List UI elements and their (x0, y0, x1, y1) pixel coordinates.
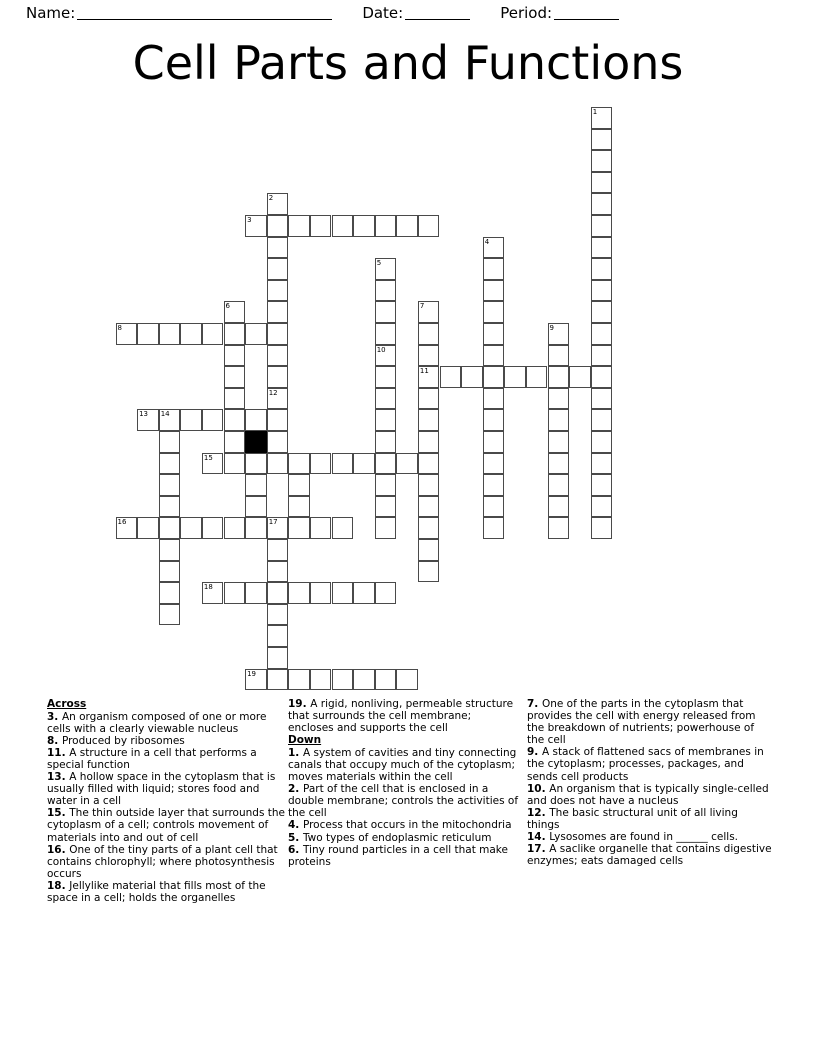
across-clue (288, 698, 520, 734)
name-label: Name: (26, 4, 76, 22)
across-clue-list-part2 (288, 698, 520, 734)
grid-cell[interactable] (202, 323, 224, 345)
grid-cell[interactable] (332, 517, 354, 539)
clue-number: 15. (47, 807, 70, 820)
down-clue (527, 831, 772, 843)
clue-number: 13. (47, 771, 70, 784)
grid-cell[interactable] (591, 215, 613, 237)
clue-number: 10. (527, 782, 550, 795)
grid-cell[interactable] (591, 431, 613, 453)
grid-cell[interactable] (548, 474, 570, 496)
grid-cell[interactable] (267, 193, 289, 215)
grid-cell[interactable] (418, 301, 440, 323)
grid-cell[interactable] (591, 193, 613, 215)
grid-cell[interactable] (159, 474, 181, 496)
clue-number: 7. (527, 698, 542, 710)
clue-number: 18. (47, 879, 70, 892)
across-clue (47, 711, 287, 735)
across-clue-list-part1 (47, 711, 287, 905)
grid-cell-number: 2 (268, 194, 274, 203)
grid-cell[interactable] (375, 366, 397, 388)
grid-cell[interactable] (332, 215, 354, 237)
grid-cell[interactable] (288, 474, 310, 496)
grid-cell[interactable] (375, 409, 397, 431)
grid-cell[interactable] (224, 323, 246, 345)
grid-cell[interactable] (483, 345, 505, 367)
grid-cell[interactable] (375, 496, 397, 518)
grid-cell[interactable] (483, 409, 505, 431)
down-clue (288, 819, 520, 831)
grid-cell[interactable] (224, 431, 246, 453)
grid-cell[interactable] (159, 561, 181, 583)
grid-cell[interactable] (591, 474, 613, 496)
grid-cell[interactable] (267, 431, 289, 453)
down-heading: Down (288, 734, 322, 747)
down-clue-list-part2 (527, 698, 772, 867)
clue-number: 12. (527, 806, 550, 819)
clue-number: 2. (288, 783, 303, 796)
grid-cell-number: 14 (160, 410, 170, 419)
grid-cell[interactable] (548, 388, 570, 410)
grid-cell[interactable] (375, 258, 397, 280)
grid-cell[interactable] (245, 669, 267, 691)
grid-cell[interactable] (353, 453, 375, 475)
grid-cell[interactable] (591, 388, 613, 410)
grid-cell[interactable] (245, 453, 267, 475)
grid-cell[interactable] (483, 388, 505, 410)
grid-cell[interactable] (353, 669, 375, 691)
grid-cell[interactable] (418, 409, 440, 431)
across-clue (47, 844, 287, 880)
grid-cell-number: 12 (268, 388, 278, 397)
grid-cell[interactable] (375, 323, 397, 345)
grid-cell[interactable] (461, 366, 483, 388)
clue-number: 19. (288, 698, 311, 710)
grid-cell-number: 1 (592, 108, 598, 116)
clues-column-3 (527, 698, 772, 867)
grid-cell[interactable] (332, 669, 354, 691)
grid-cell[interactable] (548, 345, 570, 367)
clue-number: 1. (288, 746, 303, 759)
clue-text: The thin outside layer that surrounds the cytoplasm of a cell; controls movement of materials into and out of cell (47, 807, 285, 844)
grid-cell[interactable] (202, 453, 224, 475)
grid-cell[interactable] (267, 582, 289, 604)
grid-cell[interactable] (504, 366, 526, 388)
grid-cell[interactable] (396, 453, 418, 475)
grid-cell[interactable] (180, 409, 202, 431)
grid-cell[interactable] (180, 517, 202, 539)
clue-text: Lysosomes are found in ______ cells. (549, 831, 739, 844)
clue-text: One of the parts in the cytoplasm that provides the cell with energy released from the breakdown of nutrients; powerhouse of the cell (527, 698, 756, 747)
grid-cell[interactable] (591, 237, 613, 259)
grid-cell[interactable] (591, 258, 613, 280)
down-clue (527, 843, 772, 867)
across-clue (47, 880, 287, 904)
clue-number: 17. (527, 843, 550, 856)
down-clue (527, 783, 772, 807)
grid-cell-number: 16 (117, 518, 127, 527)
clue-text: A rigid, nonliving, permeable structure that surrounds the cell membrane; encloses and supports the cell (288, 698, 514, 735)
grid-cell[interactable] (310, 669, 332, 691)
grid-cell[interactable] (375, 280, 397, 302)
name-blank-line[interactable] (77, 4, 332, 20)
grid-cell[interactable] (353, 215, 375, 237)
grid-cell[interactable] (418, 215, 440, 237)
clue-text: Produced by ribosomes (61, 734, 185, 747)
grid-cell[interactable] (591, 172, 613, 194)
grid-cell[interactable] (137, 409, 159, 431)
grid-cell[interactable] (396, 215, 418, 237)
across-clue (47, 735, 287, 747)
grid-cell[interactable] (483, 496, 505, 518)
clue-text: Process that occurs in the mitochondria (302, 819, 512, 832)
grid-cell[interactable] (267, 517, 289, 539)
down-clue (288, 832, 520, 844)
grid-cell[interactable] (267, 258, 289, 280)
grid-cell-number: 5 (376, 259, 382, 268)
grid-cell[interactable] (267, 215, 289, 237)
grid-cell[interactable] (245, 582, 267, 604)
grid-cell[interactable] (591, 150, 613, 172)
clues-column-2 (288, 698, 520, 868)
grid-cell[interactable] (267, 539, 289, 561)
across-heading: Across (47, 698, 87, 710)
grid-cell[interactable] (224, 345, 246, 367)
grid-cell[interactable] (288, 669, 310, 691)
grid-cell[interactable] (591, 345, 613, 367)
grid-cell[interactable] (569, 366, 591, 388)
grid-cell-number: 18 (203, 583, 213, 592)
grid-cell[interactable] (418, 517, 440, 539)
grid-cell[interactable] (245, 517, 267, 539)
clue-number: 8. (47, 734, 62, 747)
grid-cell[interactable] (245, 215, 267, 237)
clue-text: Part of the cell that is enclosed in a double membrane; controls the activities of the cell (288, 783, 519, 820)
grid-cell[interactable] (375, 215, 397, 237)
grid-cell[interactable] (418, 539, 440, 561)
grid-cell[interactable] (483, 323, 505, 345)
grid-cell[interactable] (375, 582, 397, 604)
grid-cell[interactable] (548, 323, 570, 345)
grid-cell[interactable] (267, 388, 289, 410)
grid-cell[interactable] (159, 431, 181, 453)
grid-cell-number: 19 (247, 669, 257, 678)
clues-column-1 (47, 698, 287, 904)
grid-cell[interactable] (418, 561, 440, 583)
grid-cell[interactable] (591, 107, 613, 129)
grid-cell[interactable] (288, 215, 310, 237)
grid-cell[interactable] (375, 453, 397, 475)
grid-cell[interactable] (267, 280, 289, 302)
grid-cell[interactable] (332, 453, 354, 475)
grid-cell[interactable] (353, 582, 375, 604)
grid-cell[interactable] (288, 517, 310, 539)
grid-cell[interactable] (159, 604, 181, 626)
grid-cell-number: 6 (225, 302, 230, 311)
grid-cell[interactable] (375, 669, 397, 691)
grid-cell[interactable] (245, 496, 267, 518)
across-clue (47, 747, 287, 771)
grid-cell[interactable] (159, 496, 181, 518)
grid-cell[interactable] (483, 280, 505, 302)
grid-cell[interactable] (159, 409, 181, 431)
grid-cell[interactable] (224, 301, 246, 323)
grid-cell[interactable] (483, 517, 505, 539)
grid-cell[interactable] (137, 323, 159, 345)
clue-number: 4. (288, 819, 303, 832)
grid-cell[interactable] (267, 453, 289, 475)
grid-cell[interactable] (375, 345, 397, 367)
date-label: Date: (362, 4, 404, 22)
grid-cell[interactable] (267, 366, 289, 388)
grid-cell[interactable] (202, 582, 224, 604)
grid-cell-number: 10 (376, 345, 386, 354)
grid-cell[interactable] (116, 323, 138, 345)
across-clue (47, 771, 287, 807)
grid-cell[interactable] (159, 323, 181, 345)
grid-cell[interactable] (591, 409, 613, 431)
grid-cell[interactable] (267, 323, 289, 345)
grid-cell[interactable] (224, 582, 246, 604)
grid-cell[interactable] (591, 366, 613, 388)
clue-text: Two types of endoplasmic reticulum (302, 831, 492, 844)
worksheet-header (0, 0, 816, 28)
grid-cell[interactable] (591, 301, 613, 323)
grid-cell[interactable] (375, 474, 397, 496)
grid-cell[interactable] (267, 561, 289, 583)
grid-cell-number: 17 (268, 518, 278, 527)
period-blank-line[interactable] (554, 4, 619, 20)
grid-cell[interactable] (418, 345, 440, 367)
grid-cell[interactable] (483, 366, 505, 388)
grid-cell[interactable] (418, 366, 440, 388)
clue-number: 3. (47, 710, 62, 723)
grid-cell[interactable] (526, 366, 548, 388)
down-clue (288, 783, 520, 819)
grid-cell-number: 13 (139, 410, 149, 419)
grid-cell[interactable] (310, 215, 332, 237)
clue-number: 14. (527, 831, 550, 844)
grid-cell[interactable] (159, 517, 181, 539)
clue-text: A hollow space in the cytoplasm that is usually filled with liquid; stores food and water in a cell (47, 771, 276, 808)
grid-cell[interactable] (288, 496, 310, 518)
grid-cell[interactable] (418, 496, 440, 518)
clue-text: A stack of flattened sacs of membranes in the cytoplasm; processes, packages, and sends cell products (527, 746, 764, 783)
down-clue (527, 746, 772, 782)
grid-cell[interactable] (267, 604, 289, 626)
clue-text: An organism that is typically single-celled and does not have a nucleus (527, 782, 769, 807)
clue-text: The basic structural unit of all living things (527, 806, 738, 831)
grid-cell[interactable] (267, 345, 289, 367)
grid-cell[interactable] (483, 301, 505, 323)
grid-cell[interactable] (288, 453, 310, 475)
down-clue (527, 807, 772, 831)
grid-cell[interactable] (483, 237, 505, 259)
grid-cell[interactable] (310, 453, 332, 475)
clue-text: Jellylike material that fills most of the space in a cell; holds the organelles (47, 879, 266, 904)
grid-cell[interactable] (591, 323, 613, 345)
clue-text: An organism composed of one or more cells with a clearly viewable nucleus (47, 710, 267, 735)
grid-cell[interactable] (548, 366, 570, 388)
across-clue (47, 807, 287, 843)
grid-cell[interactable] (418, 453, 440, 475)
clue-number: 6. (288, 843, 303, 856)
grid-cell[interactable] (267, 301, 289, 323)
grid-cell[interactable] (418, 388, 440, 410)
grid-cell[interactable] (375, 301, 397, 323)
page-title: Cell Parts and Functions (132, 36, 684, 90)
period-label: Period: (500, 4, 553, 22)
grid-cell[interactable] (375, 388, 397, 410)
grid-cell[interactable] (375, 517, 397, 539)
clue-text: A system of cavities and tiny connecting canals that occupy much of the cytoplasm; moves materials within the cell (288, 746, 517, 784)
grid-cell[interactable] (267, 237, 289, 259)
grid-cell-number: 3 (247, 216, 252, 224)
grid-cell[interactable] (418, 323, 440, 345)
down-clue (288, 844, 520, 868)
grid-cell[interactable] (548, 453, 570, 475)
grid-cell[interactable] (591, 129, 613, 151)
grid-cell[interactable] (591, 517, 613, 539)
grid-cell[interactable] (418, 431, 440, 453)
grid-cell-number: 4 (484, 237, 490, 246)
grid-cell[interactable] (224, 517, 246, 539)
grid-cell[interactable] (159, 539, 181, 561)
grid-cell[interactable] (159, 453, 181, 475)
grid-cell[interactable] (267, 409, 289, 431)
grid-cell[interactable] (202, 517, 224, 539)
grid-cell[interactable] (483, 474, 505, 496)
clue-text: Tiny round particles in a cell that make proteins (288, 843, 508, 868)
down-clue (288, 747, 520, 783)
grid-cell-number: 9 (549, 324, 554, 332)
grid-cell[interactable] (548, 409, 570, 431)
grid-cell[interactable] (245, 474, 267, 496)
grid-cell[interactable] (245, 323, 267, 345)
grid-cell[interactable] (332, 582, 354, 604)
grid-cell-blocked (245, 431, 267, 453)
clue-text: A saclike organelle that contains digestive enzymes; eats damaged cells (527, 843, 772, 868)
grid-cell[interactable] (310, 582, 332, 604)
grid-cell[interactable] (483, 431, 505, 453)
grid-cell[interactable] (180, 323, 202, 345)
grid-cell[interactable] (267, 669, 289, 691)
grid-cell[interactable] (288, 582, 310, 604)
down-clue (527, 698, 772, 746)
grid-cell[interactable] (591, 280, 613, 302)
grid-cell[interactable] (591, 453, 613, 475)
grid-cell[interactable] (483, 453, 505, 475)
grid-cell-number: 11 (419, 367, 429, 376)
grid-cell[interactable] (548, 517, 570, 539)
down-clue-list-part1 (288, 747, 520, 868)
grid-cell[interactable] (548, 431, 570, 453)
grid-cell[interactable] (310, 517, 332, 539)
grid-cell[interactable] (224, 453, 246, 475)
grid-cell[interactable] (591, 496, 613, 518)
clue-number: 11. (47, 746, 70, 759)
grid-cell[interactable] (418, 474, 440, 496)
grid-cell[interactable] (396, 669, 418, 691)
grid-cell-number: 15 (203, 453, 213, 462)
clue-text: One of the tiny parts of a plant cell that contains chlorophyll; where photosynthesis occurs (47, 843, 278, 880)
grid-cell[interactable] (159, 582, 181, 604)
grid-cell[interactable] (224, 388, 246, 410)
grid-cell[interactable] (137, 517, 159, 539)
grid-cell-number: 8 (117, 324, 122, 332)
grid-cell-number: 7 (419, 302, 425, 311)
grid-cell[interactable] (202, 409, 224, 431)
grid-cell[interactable] (224, 366, 246, 388)
grid-cell[interactable] (483, 258, 505, 280)
grid-cell[interactable] (245, 409, 267, 431)
clue-number: 16. (47, 843, 70, 856)
grid-cell[interactable] (116, 517, 138, 539)
grid-cell[interactable] (267, 625, 289, 647)
clue-number: 9. (527, 746, 542, 759)
grid-cell[interactable] (375, 431, 397, 453)
clue-number: 5. (288, 831, 303, 844)
date-blank-line[interactable] (405, 4, 470, 20)
grid-cell[interactable] (267, 647, 289, 669)
grid-cell[interactable] (224, 409, 246, 431)
grid-cell[interactable] (440, 366, 462, 388)
clue-text: A structure in a cell that performs a special function (47, 746, 257, 771)
grid-cell[interactable] (548, 496, 570, 518)
